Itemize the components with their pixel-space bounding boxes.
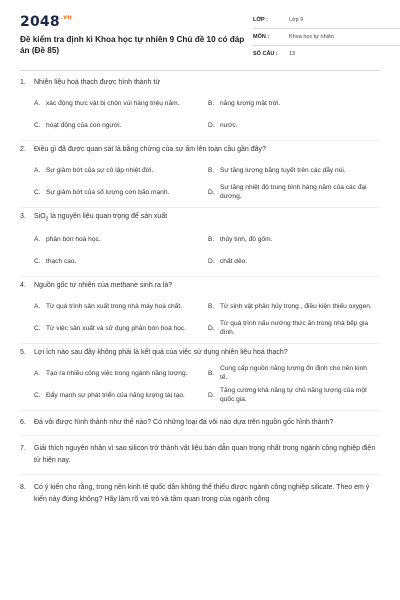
option-d[interactable] bbox=[208, 181, 378, 203]
option-letter: D. bbox=[208, 324, 215, 332]
question-divider bbox=[20, 474, 380, 475]
option-d[interactable] bbox=[208, 114, 378, 136]
question-text: Lợi ích nào sau đây không phải là kết quả của việc sử dụng nhiên liệu hoá thạch? bbox=[34, 349, 288, 357]
question-divider bbox=[20, 207, 380, 208]
question-list bbox=[20, 78, 380, 509]
page-title: Đề kiểm tra định kì Khoa học tự nhiên 9 Chủ đề 10 có đáp án (Đề 85) bbox=[20, 35, 245, 55]
document-header bbox=[20, 10, 380, 70]
question-text: Giải thích nguyên nhân vì sao silicon trở thành vật liệu bán dẫn quan trọng nhất trong ngành công nghiệp điện tử hiện nay. bbox=[34, 445, 376, 465]
option-a[interactable] bbox=[34, 159, 204, 181]
question-6 bbox=[20, 415, 380, 436]
logo-suffix: .vn bbox=[60, 14, 72, 21]
question-text: Có ý kiến cho rằng, trong nền kinh tế quốc dân không thể thiếu được ngành công nghiệp silicate. Theo em ý kiến này đúng không? Hãy làm rõ vai trò và tầm quan trọng của ngành công bbox=[34, 484, 370, 504]
option-d[interactable] bbox=[208, 317, 378, 339]
option-text: Sự tăng lượng băng tuyết trên các dãy núi. bbox=[220, 166, 346, 174]
question-text: Nguồn gốc tự nhiên của methane sinh ra là? bbox=[34, 282, 173, 290]
option-letter: B. bbox=[208, 369, 215, 377]
option-text: Từ việc sản xuất và sử dụng phân bón hoá học. bbox=[46, 324, 187, 332]
option-c[interactable] bbox=[34, 250, 204, 272]
meta-row-subject bbox=[253, 29, 400, 46]
option-c[interactable] bbox=[34, 114, 204, 136]
option-b[interactable] bbox=[208, 92, 378, 114]
question-text: Nhiên liệu hoá thạch được hình thành từ bbox=[34, 79, 161, 86]
option-letter: B. bbox=[208, 302, 215, 310]
question-number: 1. bbox=[20, 79, 26, 86]
question-divider bbox=[20, 276, 380, 277]
option-letter: C. bbox=[34, 391, 41, 399]
question-number: 8. bbox=[20, 484, 26, 492]
question-text bbox=[34, 212, 380, 224]
meta-label: MÔN : bbox=[253, 34, 270, 40]
option-a[interactable] bbox=[34, 362, 204, 384]
option-letter: A. bbox=[34, 166, 41, 174]
option-text: Đẩy mạnh sự phát triển của năng lượng tái tạo. bbox=[46, 391, 185, 399]
question-divider bbox=[20, 435, 380, 436]
option-text: chất dẻo. bbox=[220, 257, 248, 265]
option-c[interactable] bbox=[34, 181, 204, 203]
option-text: thủy tinh, đồ gốm. bbox=[220, 235, 273, 243]
option-text: Từ sinh vật phân hủy trong , điều kiện thiếu oxygen. bbox=[220, 302, 372, 310]
option-letter: B. bbox=[208, 166, 215, 174]
option-letter: A. bbox=[34, 99, 41, 107]
question-text: Đá vôi được hình thành như thế nào? Có những loại đá vôi nào dựa trên nguồn gốc hình thành? bbox=[34, 419, 334, 427]
meta-row-count bbox=[253, 46, 400, 62]
question-text: Điều gì đã được quan sát là bằng chứng của sự ấm lên toàn cầu gần đây? bbox=[34, 146, 266, 153]
meta-label: LỚP : bbox=[253, 17, 268, 23]
option-c[interactable] bbox=[34, 317, 204, 339]
option-b[interactable] bbox=[208, 362, 378, 384]
question-text-rest: là nguyên liệu quan trọng để sản xuất bbox=[48, 213, 168, 220]
option-text: phân bón hoá học. bbox=[46, 235, 101, 243]
option-text: xác động thực vật bị chôn vùi hàng triệu năm. bbox=[46, 99, 180, 107]
option-b[interactable] bbox=[208, 228, 378, 250]
option-letter: D. bbox=[208, 257, 215, 265]
option-text: năng lượng mặt trời. bbox=[220, 99, 281, 107]
option-text: Cung cấp nguồn năng lượng ổn định cho nền kinh tế. bbox=[220, 365, 367, 382]
option-d[interactable] bbox=[208, 384, 378, 406]
option-text: Sự giảm bớt của sự cô lập nhiệt đới. bbox=[46, 166, 154, 174]
option-letter: C. bbox=[34, 324, 41, 332]
option-text: hoạt động của con người. bbox=[46, 121, 122, 129]
option-text: Từ quá trình nấu nướng thức ăn trong nhà bếp gia đình. bbox=[220, 320, 369, 337]
option-text: Sự tăng nhiệt độ trung bình hàng năm của các đại dương. bbox=[220, 184, 367, 200]
document-meta bbox=[253, 12, 400, 62]
question-8 bbox=[20, 479, 380, 509]
option-text: thạch cao. bbox=[46, 257, 77, 265]
option-letter: A. bbox=[34, 369, 41, 377]
option-letter: C. bbox=[34, 257, 41, 265]
header-divider bbox=[20, 70, 380, 71]
option-letter: A. bbox=[34, 302, 41, 310]
question-divider bbox=[20, 140, 380, 141]
question-divider bbox=[20, 343, 380, 344]
question-number: 3. bbox=[20, 213, 26, 220]
meta-value: 13 bbox=[289, 51, 296, 57]
option-c[interactable] bbox=[34, 384, 204, 406]
formula-subscript: 2 bbox=[45, 216, 49, 223]
option-letter: D. bbox=[208, 391, 215, 399]
question-1 bbox=[20, 78, 380, 141]
question-2 bbox=[20, 145, 380, 208]
option-letter: A. bbox=[34, 235, 41, 243]
question-number: 2. bbox=[20, 146, 26, 153]
question-4 bbox=[20, 281, 380, 344]
question-number: 5. bbox=[20, 349, 26, 357]
question-7 bbox=[20, 440, 380, 475]
meta-value: Lớp 9 bbox=[289, 17, 304, 23]
meta-value: Khoa học tự nhiên bbox=[289, 34, 334, 40]
question-number: 4. bbox=[20, 282, 26, 290]
meta-row-class bbox=[253, 12, 400, 29]
option-letter: D. bbox=[208, 121, 215, 129]
option-letter: D. bbox=[208, 188, 215, 196]
logo-text: 2048 bbox=[20, 14, 60, 30]
option-text: Sự giảm bớt của số lượng cơn bão mạnh. bbox=[46, 188, 170, 196]
site-logo[interactable] bbox=[20, 14, 72, 30]
question-5 bbox=[20, 348, 380, 411]
option-letter: B. bbox=[208, 99, 215, 107]
option-letter: C. bbox=[34, 188, 41, 196]
option-a[interactable] bbox=[34, 295, 204, 317]
option-a[interactable] bbox=[34, 228, 204, 250]
question-divider bbox=[20, 410, 380, 411]
option-letter: B. bbox=[208, 235, 215, 243]
option-b[interactable] bbox=[208, 159, 378, 181]
option-text: Tăng cường khả năng tự chủ năng lượng của một quốc gia. bbox=[220, 387, 367, 404]
question-3 bbox=[20, 212, 380, 277]
option-letter: C. bbox=[34, 121, 41, 129]
option-b[interactable] bbox=[208, 295, 378, 317]
option-text: nước. bbox=[220, 121, 238, 129]
option-d[interactable] bbox=[208, 250, 378, 272]
option-text: Từ quá trình sản xuất trong nhà máy hoá chất. bbox=[46, 302, 183, 310]
option-text: Tạo ra nhiều công việc trong ngành năng lượng. bbox=[46, 369, 188, 377]
question-number: 6. bbox=[20, 419, 26, 427]
formula-text: SiO bbox=[34, 213, 46, 220]
question-number: 7. bbox=[20, 445, 26, 453]
option-a[interactable] bbox=[34, 92, 204, 114]
meta-label: SỐ CÂU : bbox=[253, 51, 278, 57]
